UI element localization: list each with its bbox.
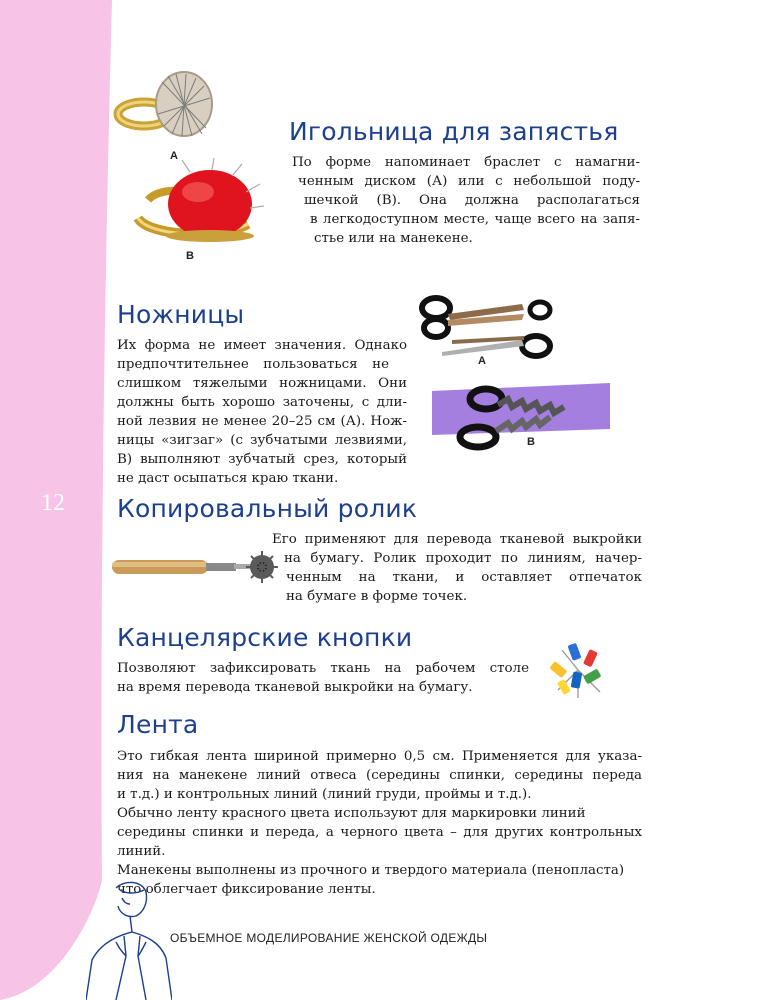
text-line: ной лезвия не менее 20–25 см (А). Нож- [117,414,407,429]
text-line: По форме напоминает браслет с намагни- [292,155,640,170]
text-line: ченным на ткани, и оставляет отпечаток [286,570,642,585]
figure-label-b: В [186,250,194,262]
text-line: Это гибкая лента шириной примерно 0,5 см. Применяется для указа- [117,749,642,764]
text-line: В) выполняют зубчатый срез, который [117,452,407,467]
text-line: ния на манекене линий отвеса (середины спинки, середины переда [117,768,642,783]
wrist-pincushion-b-illustration [128,158,268,248]
text-line: ченным диском (А) или с небольшой поду- [298,174,640,189]
text-line: на бумагу. Ролик проходит по линиям, начер- [284,551,642,566]
text-line: слишком тяжелыми ножницами. Они [117,376,407,391]
section-title-tape: Лента [117,710,199,739]
text-line: на время перевода тканевой выкройки на бумагу. [117,680,473,695]
section-text-tape [117,747,642,899]
page-number: 12 [41,490,65,516]
text-line: Обычно ленту красного цвета используют для маркировки линий [117,806,586,821]
text-line: середины спинки и переда, а черного цвета – для других контрольных [117,825,642,840]
text-line: стье или на манекене. [314,231,473,246]
figure-label-a: А [478,355,486,367]
scissors-a-illustration [412,290,562,370]
text-line: и т.д.) и контрольных линий (линий груди, проймы и т.д.). [117,787,532,802]
text-line: не даст осыпаться краю ткани. [117,471,339,486]
wrist-pincushion-a-illustration [112,62,222,152]
text-line: шечкой (В). Она должна располагаться [304,193,640,208]
text-line: ницы «зигзаг» (с зубчатыми лезвиями, [117,433,407,448]
section-title-pins: Канцелярские кнопки [117,623,413,652]
text-line: Его применяют для перевода тканевой выкройки [272,532,642,547]
text-line: Их форма не имеет значения. Однако [117,338,407,353]
section-title-scissors: Ножницы [117,300,245,329]
figure-label-b: В [527,436,535,448]
section-text-scissors [117,336,407,488]
text-line: должны быть хорошо заточены, с дли- [117,395,407,410]
text-line: что облегчает фиксирование ленты. [117,882,376,897]
section-text-pincushion [292,153,640,248]
section-text-pins [117,659,529,697]
text-line: Позволяют зафиксировать ткань на рабочем столе [117,661,529,676]
section-title-roller: Копировальный ролик [117,494,418,523]
push-pins-illustration [548,640,610,700]
text-line: в легкодоступном месте, чаще всего на запя- [310,212,640,227]
zigzag-scissors-b-illustration [432,383,610,453]
text-line: предпочтительнее пользоваться не [117,357,389,372]
footer-book-title: ОБЪЕМНОЕ МОДЕЛИРОВАНИЕ ЖЕНСКОЙ ОДЕЖДЫ [170,931,488,945]
fashion-figure-sketch [86,880,172,1000]
text-line: линий. [117,844,166,859]
section-title-pincushion: Игольница для запястья [289,117,619,146]
figure-label-a: А [170,150,178,162]
section-text-roller [272,530,642,606]
tracing-wheel-illustration [110,546,286,586]
text-line: Манекены выполнены из прочного и твердого материала (пенопласта) [117,863,625,878]
text-line: на бумаге в форме точек. [286,589,468,604]
